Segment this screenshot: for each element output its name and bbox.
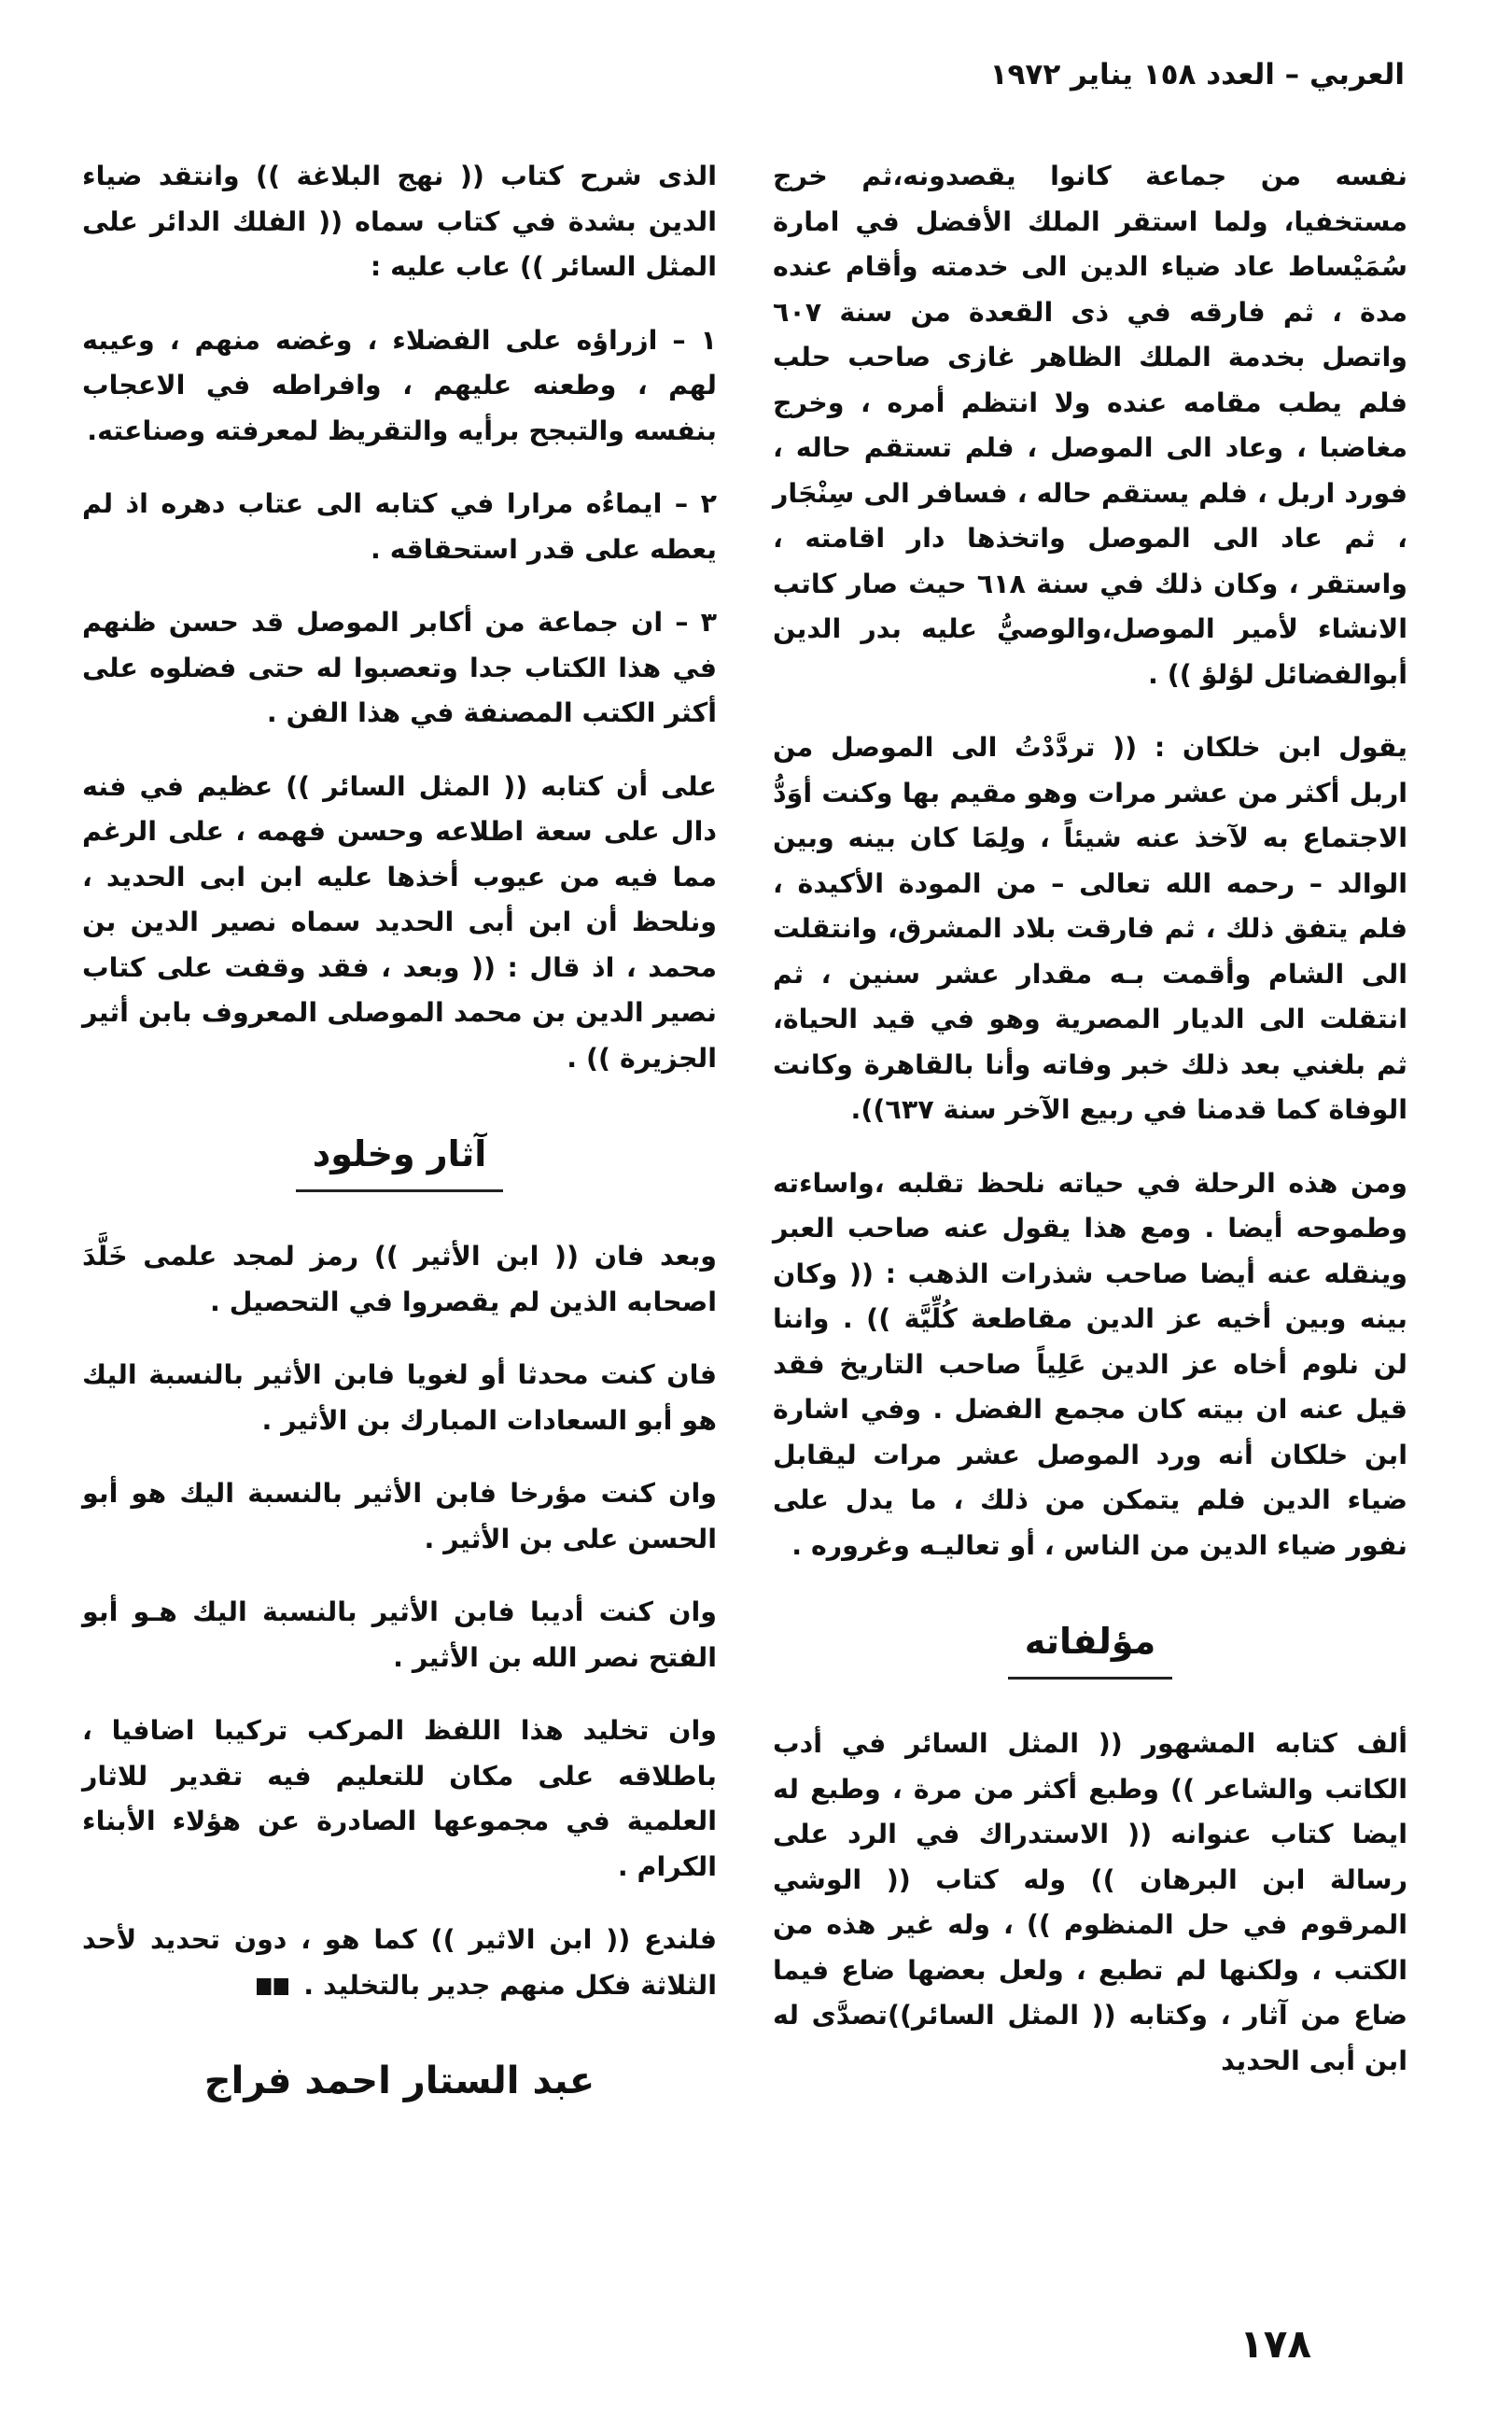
section-heading-legacy — [82, 1128, 717, 1192]
author-signature: عبد الستار احمد فراج — [203, 2060, 595, 2102]
paragraph: وان كنت مؤرخا فابن الأثير بالنسبة اليك هو أبو الحسن على بن الأثير . — [82, 1478, 717, 1554]
section-heading-text: مؤلفاته — [1008, 1615, 1173, 1680]
paragraph: الذى شرح كتاب (( نهج البلاغة )) وانتقد ضياء الدين بشدة في كتاب سماه (( الفلك الدائر على المثل السائر )) عاب عليه : — [82, 161, 717, 282]
paragraph: ٣ – ان جماعة من أكابر الموصل قد حسن ظنهم في هذا الكتاب جدا وتعصبوا له حتى فضلوه على أكثر الكتب المصنفة في هذا الفن . — [82, 607, 717, 728]
paragraph: يقول ابن خلكان : (( تردَّدْتُ الى الموصل من اربل أكثر من عشر مرات وهو مقيم بها وكنت أوَدُّ الاجتماع به لآخذ عنه شيئاً ، ولِمَا كان بينه وبين الوالد – رحمه الله تعالى – من المودة الأكيدة ، فلم يتفق ذلك ، ثم فارقت بلاد المشرق، وانتقلت الى الشام وأقمت بـه مقدار عشر سنين ، ثم انتقلت الى الديار المصرية وهو في قيد الحياة، ثم بلغني بعد ذلك خبر وفاته وأنا بالقاهرة وكانت الوفاة كما قدمنا في ربيع الآخر سنة ٦٣٧)). — [773, 732, 1407, 1125]
right-column — [773, 154, 1407, 2112]
page-number: ١٧٨ — [1239, 2321, 1311, 2367]
paragraph: ألف كتابه المشهور (( المثل السائر في أدب الكاتب والشاعر )) وطبع أكثر من مرة ، وطبع له ايضا كتاب عنوانه (( الاستدراك في الرد على رسالة ابن البرهان )) وله كتاب (( الوشي المرقوم في حل المنظوم )) ، وله غير هذه من الكتب ، ولكنها لم تطبع ، ولعل بعضها ضاع فيما ضاع من آثار ، وكتابه (( المثل السائر))تصدَّى له ابن أبى الحديد — [773, 1728, 1407, 2076]
paragraph: نفسه من جماعة كانوا يقصدونه،ثم خرج مستخفيا، ولما استقر الملك الأفضل في امارة سُمَيْساط عاد ضياء الدين الى خدمته وأقام عنده مدة ، ثم فارقه في ذى القعدة من سنة ٦٠٧ واتصل بخدمة الملك الظاهر غازى صاحب حلب فلم يطب مقامه عنده ولا انتظم أمره ، وخرج مغاضبا ، وعاد الى الموصل ، فلم تستقم حاله ، فورد اربل ، فلم يستقم حاله ، فسافر الى سِنْجَار ، ثم عاد الى الموصل واتخذها دار اقامته ، واستقر ، وكان ذلك في سنة ٦١٨ حيث صار كاتب الانشاء لأمير الموصل،والوصيُّ عليه بدر الدين أبوالفضائل لؤلؤ )) . — [773, 161, 1407, 690]
paragraph: ومن هذه الرحلة في حياته نلحظ تقلبه ،واساءته وطموحه أيضا . ومع هذا يقول عنه صاحب العبر وينقله عنه أيضا صاحب شذرات الذهب : (( وكان بينه وبين أخيه عز الدين مقاطعة كُلِّيَّة )) . واننا لن نلوم أخاه عز الدين عَلِياً صاحب التاريخ فقد قيل عنه ان بيته كان مجمع الفضل . وفي اشارة ابن خلكان أنه ورد الموصل عشر مرات ليقابل ضياء الدين فلم يتمكن من ذلك ، ما يدل على نفور ضياء الدين من الناس ، أو تعاليـه وغروره . — [773, 1167, 1407, 1561]
section-heading-works — [773, 1615, 1407, 1680]
paragraph: وان كنت أديبا فابن الأثير بالنسبة اليك هـو أبو الفتح نصر الله بن الأثير . — [82, 1596, 717, 1673]
end-of-article-icon — [257, 1978, 288, 1995]
left-column — [82, 154, 717, 2107]
paragraph: على أن كتابه (( المثل السائر )) عظيم في فنه دال على سعة اطلاعه وحسن فهمه ، على الرغم مما فيه من عيوب أخذها عليه ابن ابى الحديد ، ونلحظ أن ابن أبى الحديد سماه نصير الدين بن محمد ، اذ قال : (( وبعد ، فقد وقفت على كتاب نصير الدين بن محمد الموصلى المعروف بابن أثير الجزيرة )) . — [82, 770, 717, 1074]
paragraph: ١ – ازراؤه على الفضلاء ، وغضه منهم ، وعيبه لهم ، وطعنه عليهم ، وافراطه في الاعجاب بنفسه والتبجح برأيه والتقريظ لمعرفته وصناعته. — [82, 324, 717, 446]
paragraph-final — [82, 1918, 717, 2008]
paragraph: فان كنت محدثا أو لغويا فابن الأثير بالنسبة اليك هو أبو السعادات المبارك بن الأثير . — [82, 1359, 717, 1436]
paragraph: ٢ – ايماءُه مرارا في كتابه الى عتاب دهره اذ لم يعطه على قدر استحقاقه . — [82, 488, 717, 565]
running-header: العربي – العدد ١٥٨ يناير ١٩٧٢ — [989, 58, 1405, 91]
final-paragraph-text: فلندع (( ابن الاثير )) كما هو ، دون تحديد لأحد الثلاثة فكل منهم جدير بالتخليد . — [82, 1924, 717, 2001]
paragraph: وان تخليد هذا اللفظ المركب تركيبا اضافيا ، باطلاقه على مكان للتعليم فيه تقدير للاثار العلمية في مجموعها الصادرة عن هؤلاء الأبناء الكرام . — [82, 1715, 717, 1882]
paragraph: وبعد فان (( ابن الأثير )) رمز لمجد علمى خَلَّدَ اصحابه الذين لم يقصروا في التحصيل . — [82, 1241, 717, 1317]
section-heading-text: آثار وخلود — [296, 1128, 504, 1192]
